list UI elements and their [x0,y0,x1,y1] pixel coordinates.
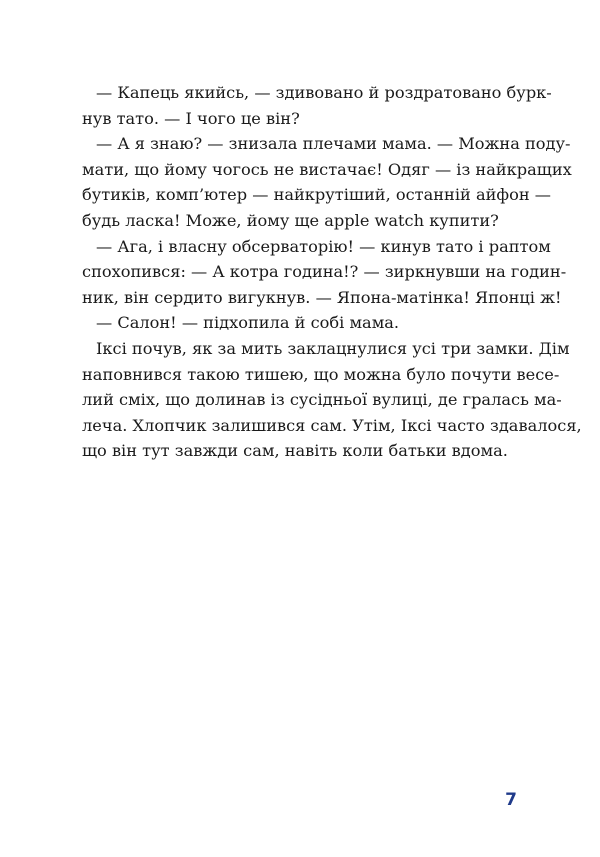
text-line: — Ага, і власну обсерваторію! — кинув тато і раптом [96,236,551,256]
text-line: — Капець якийсь, — здивовано й роздратовано бурк- [96,83,552,102]
text-line: — А я знаю? — знизала плечами мама. — Можна поду- [96,134,571,154]
text-line: спохопився: — А котра година!? — зиркнувши на годин- [82,262,567,282]
text-line: бутиків, комп’ютер — найкрутіший, останній айфон — [82,185,551,205]
body-text [82,80,582,464]
text-line: лий сміх, що долинав із сусідньої вулиці, де гралась ма- [82,390,562,410]
text-line: нув тато. — І чого це він? [82,108,300,128]
text-line: — Салон! — підхопила й собі мама. [96,313,400,333]
text-line: будь ласка! Може, йому ще apple watch купити? [82,210,499,230]
text-line: ник, він сердито вигукнув. — Япона-матінка! Японці ж! [82,287,562,307]
text-line: леча. Хлопчик залишився сам. Утім, Іксі часто здавалося, [82,415,582,435]
text-line: мати, що йому чогось не вистачає! Одяг — із найкращих [82,159,572,179]
text-line: що він тут завжди сам, навіть коли батьки вдома. [82,441,508,461]
text-line: наповнився такою тишею, що можна було почути весе- [82,364,560,384]
text-line: Іксі почув, як за мить заклацнулися усі три замки. Дім [96,338,570,358]
page-number: 7 [505,790,517,810]
